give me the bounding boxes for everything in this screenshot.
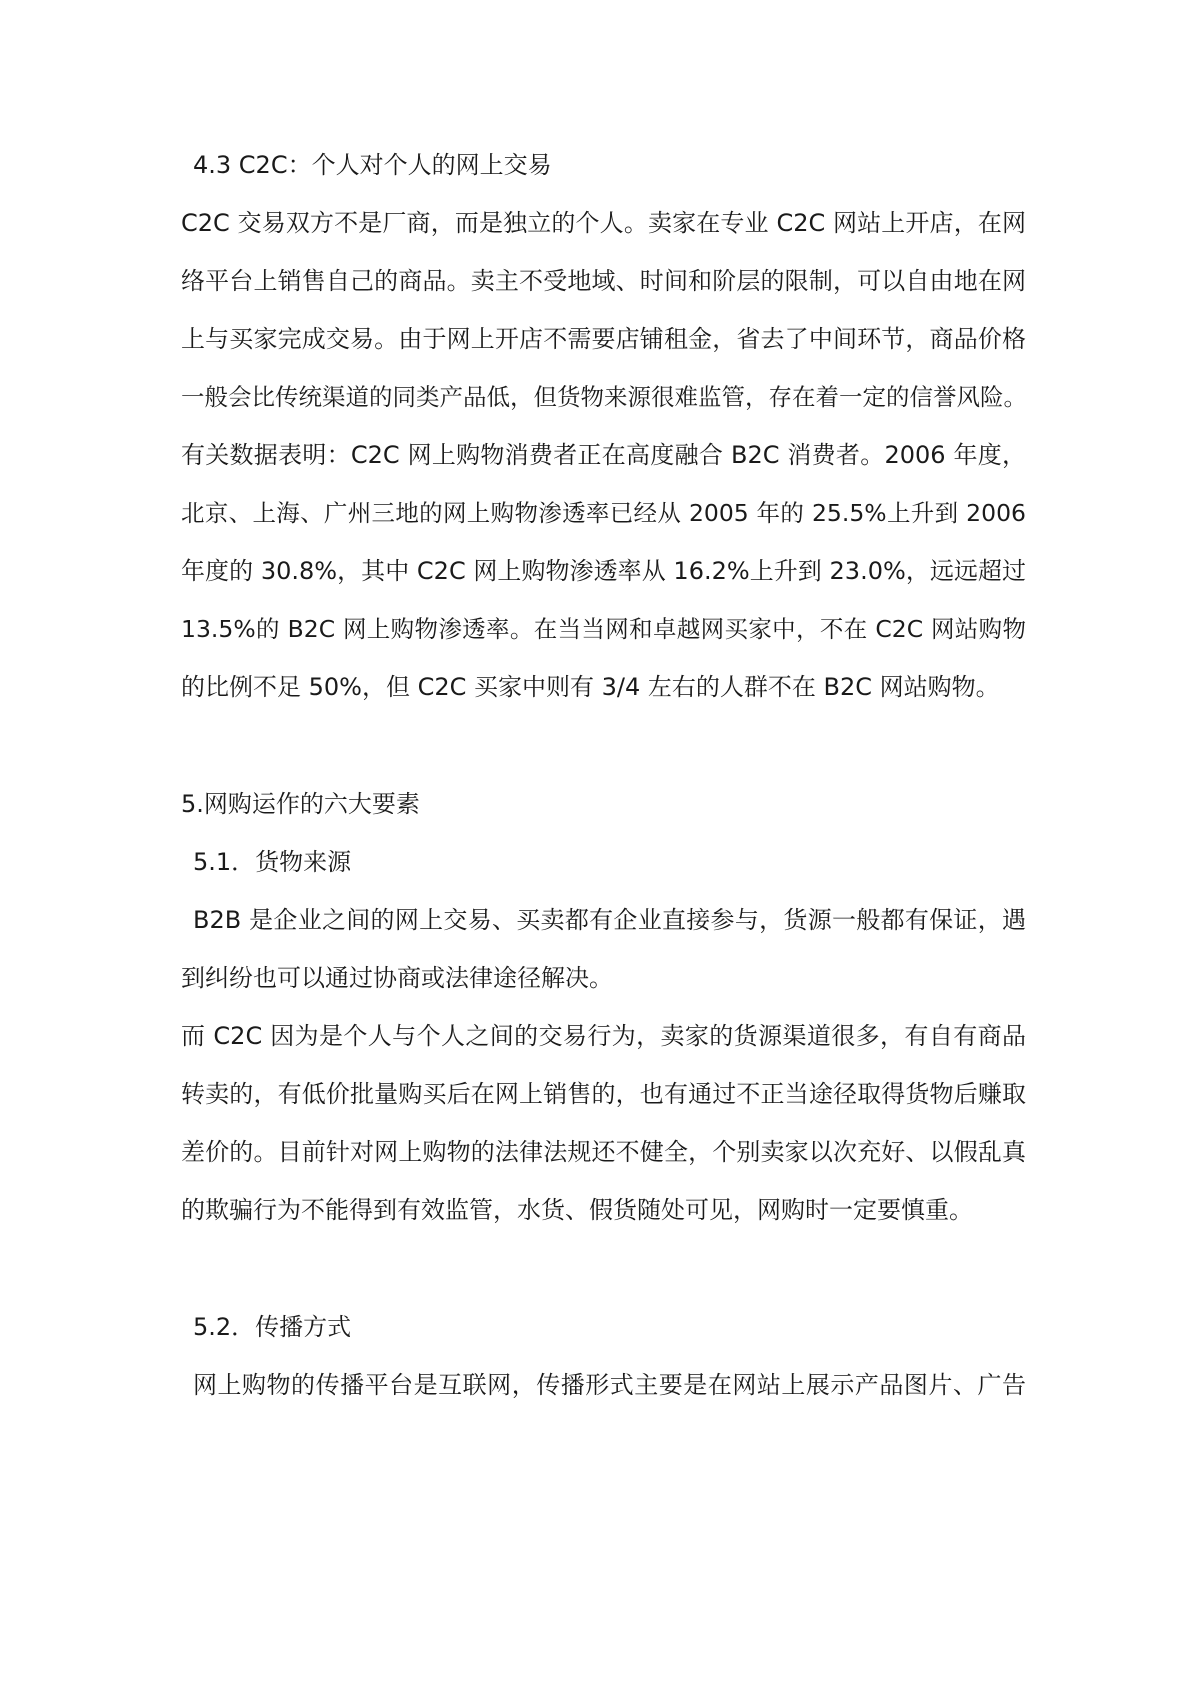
paragraph-line: 网上购物的传播平台是互联网，传播形式主要是在网站上展示产品图片、广告 bbox=[193, 1371, 1026, 1399]
paragraph-line: 一般会比传统渠道的同类产品低，但货物来源很难监管，存在着一定的信誉风险。 bbox=[181, 383, 1027, 411]
paragraph-line: 上与买家完成交易。由于网上开店不需要店铺租金，省去了中间环节，商品价格 bbox=[181, 325, 1026, 353]
paragraph-line: 的比例不足 50%，但 C2C 买家中则有 3/4 左右的人群不在 B2C 网站购物。 bbox=[181, 673, 1000, 701]
paragraph-line: 的欺骗行为不能得到有效监管，水货、假货随处可见，网购时一定要慎重。 bbox=[181, 1196, 973, 1224]
paragraph-line: 到纠纷也可以通过协商或法律途径解决。 bbox=[181, 964, 613, 992]
paragraph-line: 络平台上销售自己的商品。卖主不受地域、时间和阶层的限制，可以自由地在网 bbox=[181, 267, 1026, 295]
paragraph-line: 而 C2C 因为是个人与个人之间的交易行为，卖家的货源渠道很多，有自有商品 bbox=[181, 1022, 1026, 1050]
paragraph-line: B2B 是企业之间的网上交易、买卖都有企业直接参与，货源一般都有保证，遇 bbox=[193, 906, 1026, 934]
paragraph-line: 13.5%的 B2C 网上购物渗透率。在当当网和卓越网买家中，不在 C2C 网站购物 bbox=[181, 615, 1026, 643]
paragraph-line: C2C 交易双方不是厂商，而是独立的个人。卖家在专业 C2C 网站上开店，在网 bbox=[181, 209, 1026, 237]
section-5-heading: 5.网购运作的六大要素 bbox=[181, 790, 420, 818]
section-4-3-heading: 4.3 C2C：个人对个人的网上交易 bbox=[193, 151, 552, 179]
paragraph-line: 年度的 30.8%，其中 C2C 网上购物渗透率从 16.2%上升到 23.0%，远远超过 bbox=[181, 557, 1026, 585]
paragraph-line: 差价的。目前针对网上购物的法律法规还不健全，个别卖家以次充好、以假乱真 bbox=[181, 1138, 1026, 1166]
section-5-1-heading: 5.1．货物来源 bbox=[193, 848, 352, 876]
paragraph-line: 转卖的，有低价批量购买后在网上销售的，也有通过不正当途径取得货物后赚取 bbox=[181, 1080, 1026, 1108]
section-5-2-heading: 5.2．传播方式 bbox=[193, 1313, 352, 1341]
paragraph-line: 北京、上海、广州三地的网上购物渗透率已经从 2005 年的 25.5%上升到 2006 bbox=[181, 499, 1026, 527]
paragraph-line: 有关数据表明：C2C 网上购物消费者正在高度融合 B2C 消费者。2006 年度， bbox=[181, 441, 1026, 469]
